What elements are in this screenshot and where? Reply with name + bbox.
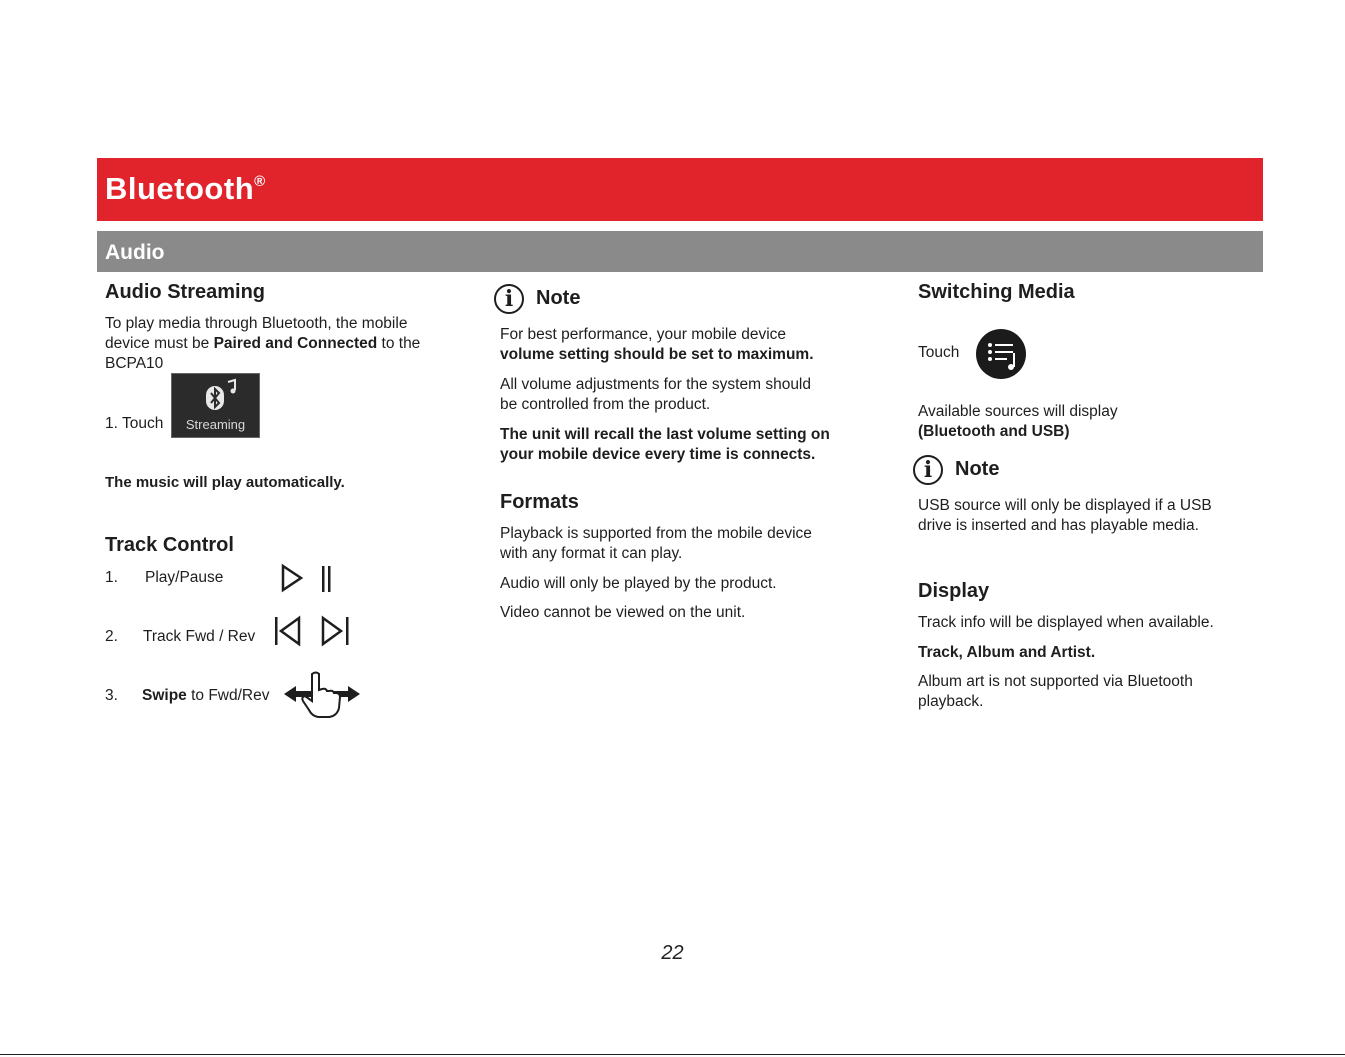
play-pause-icon (280, 563, 336, 595)
formats-p3: Video cannot be viewed on the unit. (500, 604, 746, 621)
streaming-button-label: Streaming (185, 417, 246, 432)
intro-line-2a: device must be (105, 335, 214, 352)
audio-streaming-heading: Audio Streaming (105, 281, 266, 303)
chapter-title (105, 171, 266, 207)
note-1-p1-line1: For best performance, your mobile device (500, 326, 787, 343)
source-menu-button[interactable] (976, 329, 1026, 379)
intro-line-2c: to the (377, 335, 421, 352)
note-1-p2-line2: be controlled from the product. (500, 396, 711, 413)
formats-heading: Formats (500, 491, 579, 513)
note-1-p2 (500, 375, 850, 415)
formats-p1 (500, 524, 850, 564)
intro-line-1: To play media through Bluetooth, the mobile (105, 315, 408, 332)
step-1-touch: 1. Touch (105, 415, 164, 432)
note-2-line1: USB source will only be displayed if a USB (918, 497, 1212, 514)
display-p3 (918, 672, 1278, 712)
page-number: 22 (661, 942, 684, 964)
note-2-text (918, 496, 1278, 536)
available-sources-line1: Available sources will display (918, 403, 1118, 420)
info-icon: i (913, 455, 943, 485)
playlist-icon (976, 329, 1026, 379)
section-bar (97, 231, 1263, 272)
track-item-3-number: 3. (105, 687, 118, 704)
display-p3-line2: playback. (918, 693, 984, 710)
bluetooth-music-icon (172, 374, 261, 419)
bottom-rule (0, 1054, 1345, 1055)
info-icon: i (494, 284, 524, 314)
available-sources-text (918, 402, 1278, 442)
track-item-1-number: 1. (105, 569, 118, 586)
note-1-p3-line1: The unit will recall the last volume setting on (500, 426, 830, 443)
section-title: Audio (105, 241, 165, 264)
note-1-p3 (500, 425, 850, 465)
track-item-3-label (142, 687, 270, 705)
track-control-heading: Track Control (105, 534, 234, 556)
note-1-p3-line2: your mobile device every time is connects. (500, 446, 816, 463)
note-1-title: Note (536, 287, 581, 309)
formats-p2: Audio will only be played by the product. (500, 575, 777, 592)
streaming-button[interactable] (171, 373, 260, 438)
audio-streaming-intro (105, 314, 465, 374)
track-item-1-label: Play/Pause (145, 569, 224, 586)
display-p1: Track info will be displayed when available. (918, 614, 1214, 631)
note-1-p1-line2: volume setting should be set to maximum. (500, 346, 814, 363)
switching-touch-text: Touch (918, 344, 960, 361)
formats-p1-line1: Playback is supported from the mobile device (500, 525, 812, 542)
intro-line-2b: Paired and Connected (213, 335, 378, 352)
formats-p1-line2: with any format it can play. (500, 545, 683, 562)
display-heading: Display (918, 580, 990, 602)
note-1-p2-line1: All volume adjustments for the system should (500, 376, 811, 393)
intro-line-3: BCPA10 (105, 355, 164, 372)
swipe-bold: Swipe (142, 687, 187, 704)
chapter-banner (97, 158, 1263, 221)
skip-back-forward-icon (272, 614, 354, 648)
note-2-title: Note (955, 458, 1000, 480)
display-p3-line1: Album art is not supported via Bluetooth (918, 673, 1193, 690)
available-sources-line2: (Bluetooth and USB) (918, 423, 1070, 440)
note-1-p1 (500, 325, 850, 365)
track-item-2-label: Track Fwd / Rev (143, 628, 256, 645)
swipe-hand-icon (282, 670, 362, 720)
chapter-title-text: Bluetooth (105, 171, 255, 206)
music-auto-play-text: The music will play automatically. (105, 474, 345, 491)
swipe-rest: to Fwd/Rev (186, 687, 270, 704)
track-item-2-number: 2. (105, 628, 118, 645)
display-p2: Track, Album and Artist. (918, 644, 1096, 661)
note-2-line2: drive is inserted and has playable media. (918, 517, 1199, 534)
switching-media-heading: Switching Media (918, 281, 1075, 303)
registered-mark: ® (254, 173, 266, 190)
